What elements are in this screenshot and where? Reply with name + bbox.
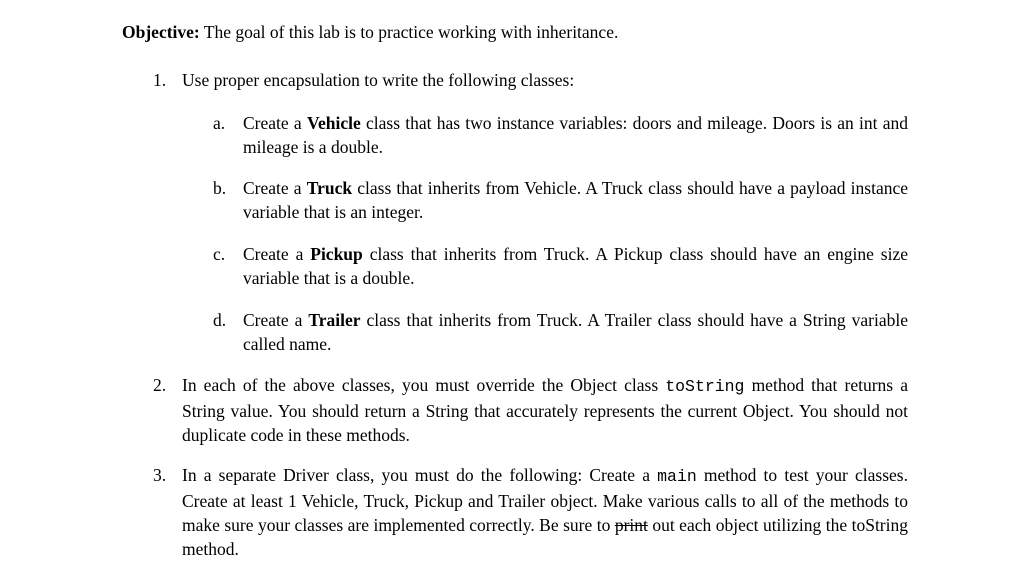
list-text: In each of the above classes, you must override the Object class toString method that returns a String value. You should return a String that accurately represents the current Object. You should not duplicate code in these methods. <box>182 375 908 445</box>
objective-line <box>122 20 618 44</box>
list-text: Use proper encapsulation to write the following classes: <box>182 70 575 90</box>
sub-letter: c. <box>213 244 226 264</box>
list-number: 3. <box>153 465 167 485</box>
sub-letter: b. <box>213 178 227 198</box>
list-number: 2. <box>153 375 167 395</box>
sub-letter: a. <box>213 113 226 133</box>
struck-word: print <box>614 515 648 535</box>
code-main: main <box>657 467 697 486</box>
sub-text: Create a Truck class that inherits from Vehicle. A Truck class should have a payload instance variable that is an integer. <box>243 178 908 222</box>
list-text: In a separate Driver class, you must do the following: Create a main method to test your classes. Create at least 1 Vehicle, Truck, Pickup and Trailer object. Make various calls to all of the methods to make sure your classes are implemented correctly. Be sure to print out each object utilizing the toString method. <box>182 465 908 559</box>
code-tostring: toString <box>665 377 745 396</box>
sub-text: Create a Pickup class that inherits from Truck. A Pickup class should have an engine size variable that is a double. <box>243 244 908 288</box>
list-number: 1. <box>153 70 167 90</box>
objective-label: Objective: <box>122 22 200 42</box>
sub-text: Create a Vehicle class that has two instance variables: doors and mileage. Doors is an int and mileage is a double. <box>243 113 909 157</box>
sub-letter: d. <box>213 310 227 330</box>
sub-text: Create a Trailer class that inherits from Truck. A Trailer class should have a String variable called name. <box>243 310 908 354</box>
objective-text: The goal of this lab is to practice working with inheritance. <box>203 22 619 42</box>
